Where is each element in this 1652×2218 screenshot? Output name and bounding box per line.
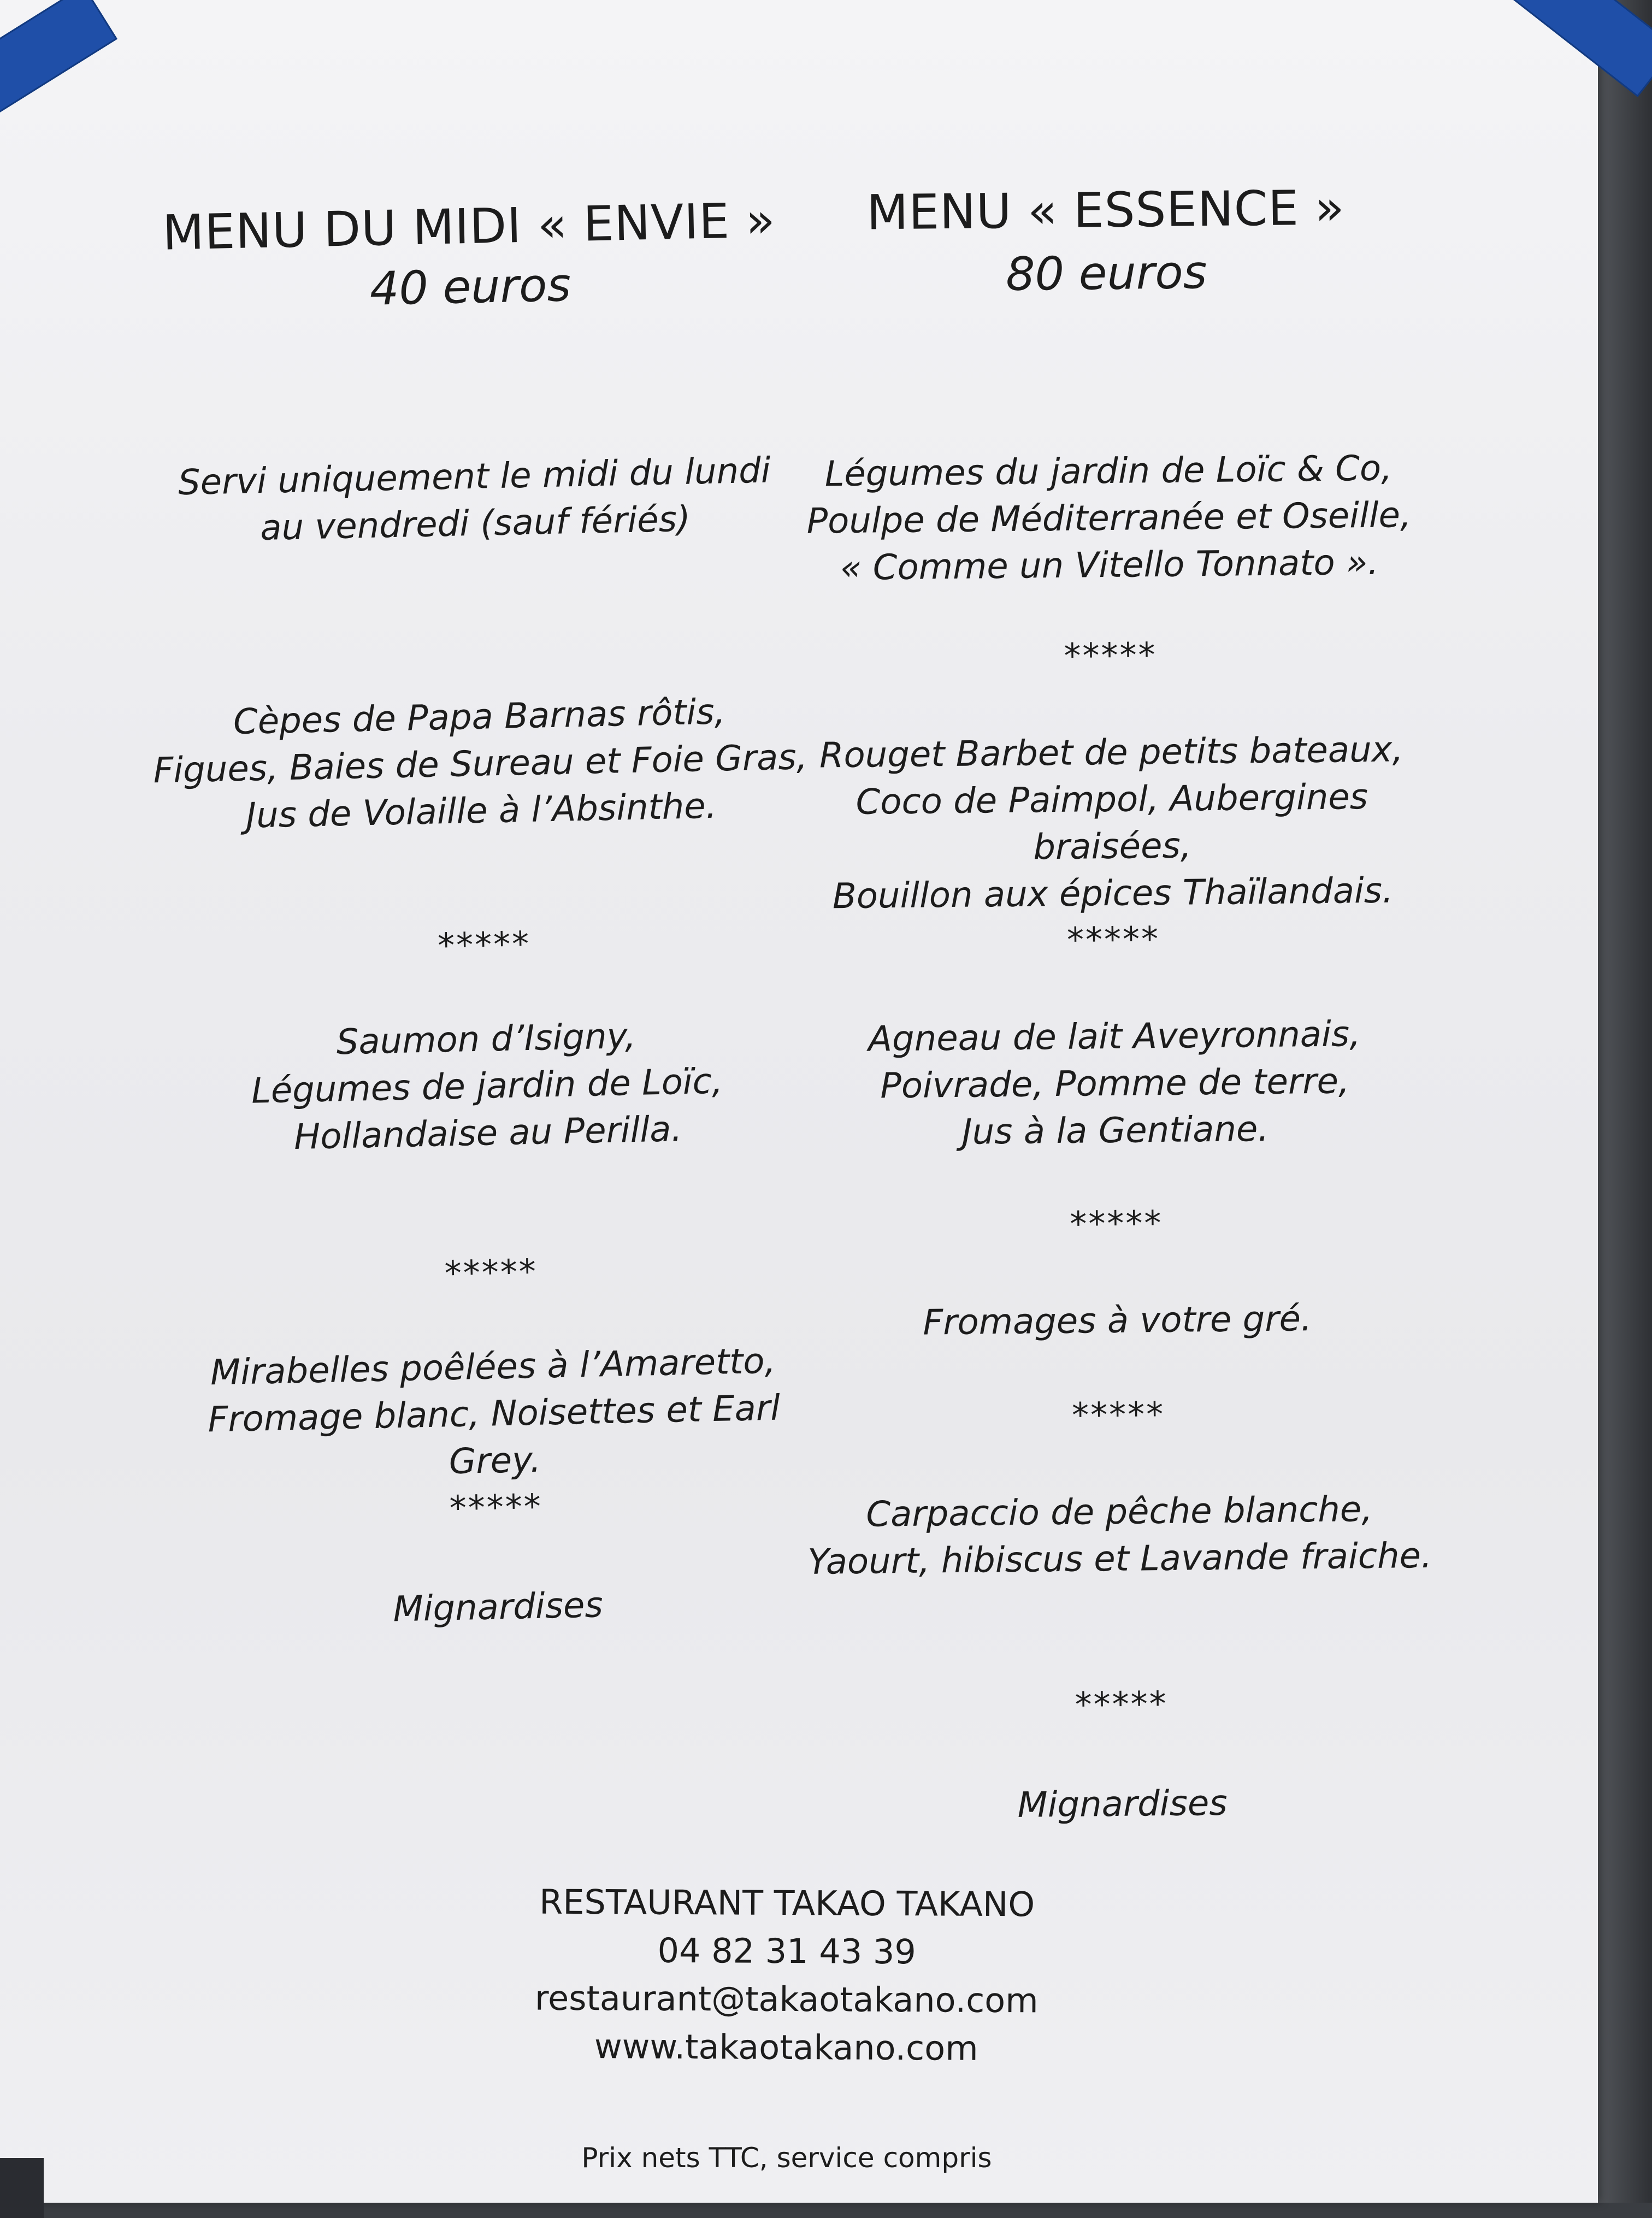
dish-line: Légumes du jardin de Loïc & Co,: [824, 448, 1393, 495]
course-separator: *****: [437, 923, 531, 966]
restaurant-name: RESTAURANT TAKAO TAKANO: [539, 1881, 1035, 1925]
restaurant-contact: [458, 1878, 1115, 2073]
note-line: au vendredi (sauf fériés): [259, 499, 691, 549]
menu-essence-title: MENU « ESSENCE »: [866, 179, 1346, 241]
dish-line: « Comme un Vitello Tonnato ».: [840, 542, 1379, 589]
menu-envie-course-1: [151, 687, 810, 841]
menu-essence-price: 80 euros: [1005, 245, 1207, 301]
dish-line: Poulpe de Méditerranée et Oseille,: [806, 495, 1412, 542]
menu-essence-column: [776, 0, 1432, 1826]
dish-line: Rouget Barbet de petits bateaux,: [819, 729, 1404, 776]
course-separator: *****: [1066, 919, 1160, 960]
menu-essence-course-4: Fromages à votre gré.: [922, 1299, 1312, 1343]
course-separator: *****: [1064, 635, 1157, 676]
menu-envie-course-3: [165, 1337, 823, 1491]
menu-envie-title: MENU DU MIDI « ENVIE »: [162, 192, 776, 261]
menu-essence-course-2: [783, 726, 1441, 921]
note-line: Servi uniquement le midi du lundi: [178, 450, 771, 504]
dish-line: Saumon d’Isigny,: [336, 1016, 636, 1063]
course-separator: *****: [1070, 1202, 1163, 1244]
menu-essence-course-5: [792, 1485, 1448, 1586]
dish-line: Mirabelles poêlées à l’Amaretto,: [210, 1341, 776, 1394]
dish-line: Bouillon aux épices Thaïlandais.: [832, 870, 1394, 917]
restaurant-email: restaurant@takaotakano.com: [534, 1978, 1039, 2021]
dish-line: Légumes de jardin de Loïc,: [251, 1061, 723, 1112]
corner-shadow-bottom-left: [0, 2158, 44, 2218]
restaurant-phone: 04 82 31 43 39: [657, 1930, 917, 1972]
dish-line: Fromage blanc, Noisettes et Earl Grey.: [207, 1388, 781, 1483]
course-separator: *****: [449, 1486, 543, 1529]
price-note: Prix nets TTC, service compris: [581, 2142, 992, 2174]
dish-line: Figues, Baies de Sureau et Foie Gras,: [152, 737, 808, 792]
blue-tape-top-right: [1506, 0, 1652, 97]
menu-envie-note: [146, 446, 804, 554]
menu-envie-price: 40 euros: [369, 258, 572, 316]
restaurant-website: www.takaotakano.com: [594, 2026, 978, 2068]
course-separator: *****: [1075, 1683, 1169, 1725]
dish-line: Coco de Paimpol, Aubergines braisées,: [856, 777, 1368, 868]
dish-line: Carpaccio de pêche blanche,: [866, 1489, 1373, 1535]
course-separator: *****: [444, 1251, 538, 1294]
dish-line: Jus à la Gentiane.: [961, 1108, 1270, 1153]
blue-tape-top-left: [0, 0, 117, 122]
menu-essence-course-6: Mignardises: [1017, 1783, 1228, 1826]
dish-line: Poivrade, Pomme de terre,: [880, 1061, 1350, 1107]
menu-essence-course-3: [786, 1010, 1443, 1158]
dish-line: Yaourt, hibiscus et Lavande fraiche.: [807, 1535, 1432, 1583]
menu-envie-course-2: [158, 1009, 816, 1164]
dish-line: Jus de Volaille à l’Absinthe.: [245, 786, 717, 836]
menu-essence-course-1: [781, 445, 1438, 593]
dish-line: Cèpes de Papa Barnas rôtis,: [233, 692, 726, 743]
dish-line: Hollandaise au Perilla.: [293, 1109, 683, 1158]
course-separator: *****: [1071, 1394, 1165, 1435]
menu-envie-course-4: Mignardises: [392, 1585, 604, 1630]
menu-envie-column: [137, 0, 808, 1630]
dish-line: Agneau de lait Aveyronnais,: [868, 1014, 1361, 1060]
